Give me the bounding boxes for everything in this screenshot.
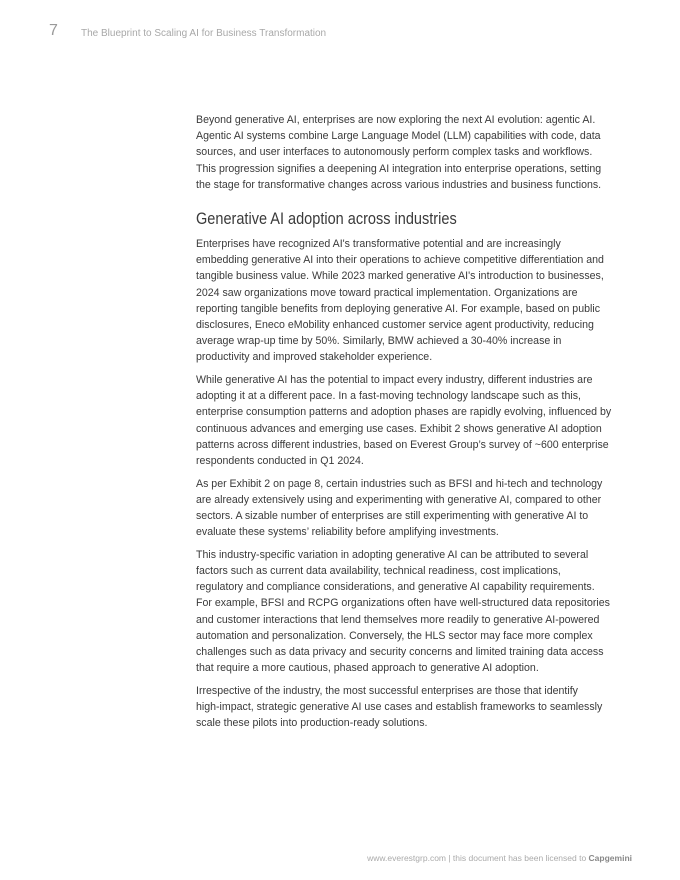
text-line: While generative AI has the potential to impact every industry, different industries are [196,373,593,386]
text-line: scale these pilots into production-ready solutions. [196,717,428,730]
text-line: For example, BFSI and RCPG organizations often have well-structured data repositories [196,597,610,610]
text-line: average wrap-up time by 50%. Similarly, BMW achieved a 30-40% increase in [196,335,562,348]
text-line: tangible business value. While 2023 marked generative AI's introduction to businesses, [196,270,604,283]
text-line: Beyond generative AI, enterprises are now exploring the next AI evolution: agentic AI. [196,114,596,126]
body-paragraph [196,372,646,469]
text-line: adopting it at a different pace. In a fast-moving technology landscape such as this, [196,390,581,403]
text-line: sources, and user interfaces to autonomously perform complex tasks and workflows. [196,146,593,159]
section-body [196,236,646,731]
text-line: This progression signifies a deepening AI integration into enterprise operations, setting [196,162,602,175]
body-paragraph [196,476,646,541]
text-line: evaluate these systems’ reliability before amplifying investments. [196,526,499,539]
text-line: and customer interactions that lend themselves more readily to generative AI-powered [196,613,600,626]
text-line: As per Exhibit 2 on page 8, certain industries such as BFSI and hi-tech and technology [196,477,603,490]
text-line: This industry-specific variation in adopting generative AI can be attributed to several [196,548,589,561]
text-line: factors such as current data availability, technical readiness, cost implications, [196,565,561,577]
text-line: the stage for transformative changes across various industries and business functions. [196,178,602,191]
text-line: disclosures, Eneco eMobility enhanced customer service agent productivity, reducing [196,318,594,331]
text-line: embedding generative AI into their operations to achieve competitive differentiation and [196,254,604,267]
text-line: enterprise consumption patterns and adoption phases are rapidly evolving, influenced by [196,406,612,419]
text-line: automation and personalization. Conversely, the HLS sector may face more complex [196,629,593,642]
text-line: are already extensively using and experimenting with generative AI, compared to other [196,493,602,506]
text-line: that require a more cautious, phased approach to generative AI adoption. [196,662,539,675]
text-line: challenges such as data privacy and security concerns and limited training data access [196,645,604,658]
text-line: regulatory and compliance considerations, and generative AI capability requirements. [196,581,595,594]
text-line: high-impact, strategic generative AI use cases and establish frameworks to seamlessly [196,701,603,713]
body-paragraph [196,683,646,732]
body-column [196,112,646,738]
text-line: Enterprises have recognized AI's transformative potential and are increasingly [196,237,561,250]
section-heading: Generative AI adoption across industries [196,209,457,228]
running-header-title: The Blueprint to Scaling AI for Business Transformation [81,28,327,39]
text-line: Irrespective of the industry, the most successful enterprises are those that identify [196,684,578,697]
text-line: Agentic AI systems combine Large Language Model (LLM) capabilities with code, data [196,130,601,143]
text-line: productivity and improved stakeholder experience. [196,351,433,364]
page-number: 7 [49,22,58,39]
text-line: continuous advances and emerging use cases. Exhibit 2 shows generative AI adoption [196,422,602,435]
body-paragraph [196,236,646,366]
text-line: 2024 saw organizations move toward practical implementation. Organizations are [196,286,578,299]
text-line: reporting tangible benefits from deploying generative AI. For example, based on public [196,302,600,315]
text-line: sectors. A sizable number of enterprises are still experimenting with generative AI to [196,509,589,522]
footer-licensee: Capgemini [588,853,632,863]
footer [367,853,632,863]
intro-paragraph [196,112,646,193]
body-paragraph [196,547,646,677]
footer-text: www.everestgrp.com | this document has been licensed to [367,853,589,863]
text-line: patterns across different industries, based on Everest Group’s survey of ~600 enterprise [196,438,609,451]
text-line: respondents conducted in Q1 2024. [196,454,364,467]
